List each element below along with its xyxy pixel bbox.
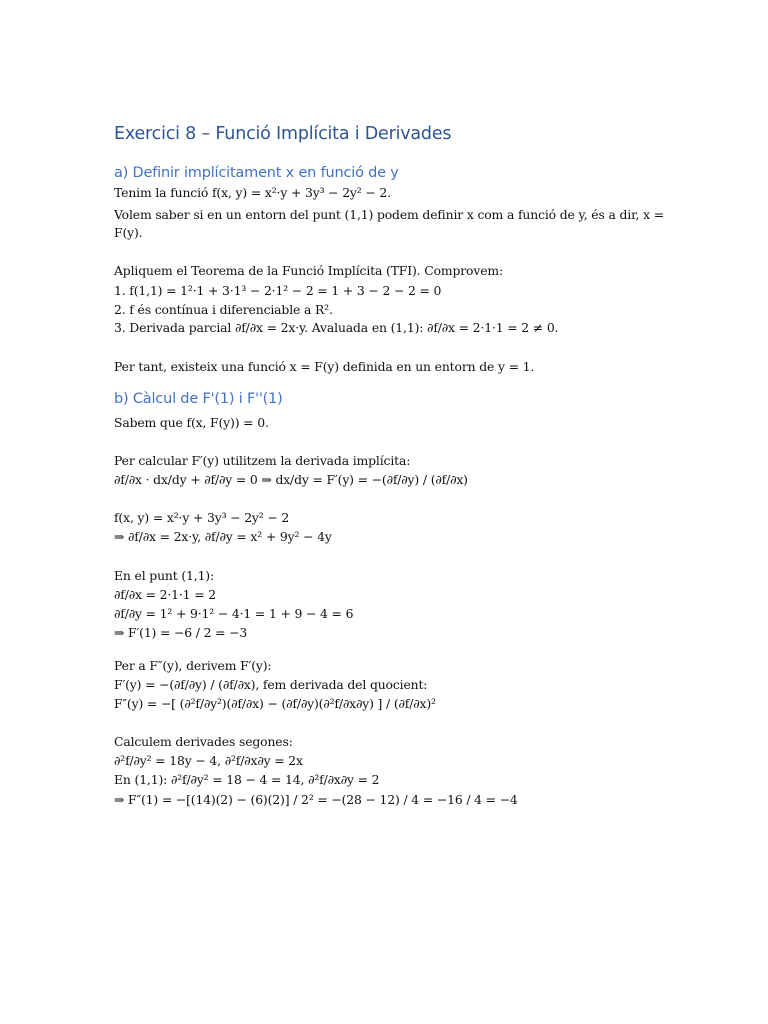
section-a-line: F(y).: [114, 225, 143, 240]
section-b-line: F′(y) = −(∂f/∂y) / (∂f/∂x), fem derivada del quocient:: [114, 677, 428, 692]
section-b-line: Sabem que f(x, F(y)) = 0.: [114, 415, 269, 430]
section-b-line: ∂f/∂x · dx/dy + ∂f/∂y = 0 ⇒ dx/dy = F′(y) = −(∂f/∂y) / (∂f/∂x): [114, 472, 468, 487]
section-b-line: ∂f/∂x = 2·1·1 = 2: [114, 587, 216, 602]
section-b-line: ⇒ ∂f/∂x = 2x·y, ∂f/∂y = x² + 9y² − 4y: [114, 529, 332, 544]
section-b-line: F″(y) = −[ (∂²f/∂y²)(∂f/∂x) − (∂f/∂y)(∂²f/∂x∂y) ] / (∂f/∂x)²: [114, 696, 436, 711]
section-b-line: Calculem derivades segones:: [114, 734, 293, 749]
section-b-line: En (1,1): ∂²f/∂y² = 18 − 4 = 14, ∂²f/∂x∂y = 2: [114, 772, 380, 787]
section-a-line: Per tant, existeix una funció x = F(y) definida en un entorn de y = 1.: [114, 359, 535, 374]
section-a-heading: a) Definir implícitament x en funció de y: [114, 165, 399, 181]
section-b-line: ∂f/∂y = 1² + 9·1² − 4·1 = 1 + 9 − 4 = 6: [114, 606, 354, 621]
section-b-line: ∂²f/∂y² = 18y − 4, ∂²f/∂x∂y = 2x: [114, 753, 303, 768]
section-a-line: 1. f(1,1) = 1²·1 + 3·1³ − 2·1² − 2 = 1 + 3 − 2 − 2 = 0: [114, 283, 442, 298]
section-a-line: Volem saber si en un entorn del punt (1,1) podem definir x com a funció de y, és a dir, x =: [114, 207, 664, 222]
section-a-line: 2. f és contínua i diferenciable a R².: [114, 302, 333, 317]
section-b-line: Per a F″(y), derivem F′(y):: [114, 658, 272, 673]
section-b-line: ⇒ F″(1) = −[(14)(2) − (6)(2)] / 2² = −(28 − 12) / 4 = −16 / 4 = −4: [114, 792, 518, 807]
section-a-line: Apliquem el Teorema de la Funció Implícita (TFI). Comprovem:: [114, 263, 504, 278]
section-b-line: f(x, y) = x²·y + 3y³ − 2y² − 2: [114, 510, 290, 525]
section-b-line: En el punt (1,1):: [114, 568, 215, 583]
section-a-line: Tenim la funció f(x, y) = x²·y + 3y³ − 2y² − 2.: [114, 185, 391, 200]
document-title: Exercici 8 – Funció Implícita i Derivades: [114, 124, 452, 144]
section-b-line: Per calcular F′(y) utilitzem la derivada implícita:: [114, 453, 411, 468]
section-a-line: 3. Derivada parcial ∂f/∂x = 2x·y. Avaluada en (1,1): ∂f/∂x = 2·1·1 = 2 ≠ 0.: [114, 320, 559, 335]
section-b-heading: b) Càlcul de F'(1) i F''(1): [114, 391, 283, 407]
section-b-line: ⇒ F′(1) = −6 / 2 = −3: [114, 625, 248, 640]
